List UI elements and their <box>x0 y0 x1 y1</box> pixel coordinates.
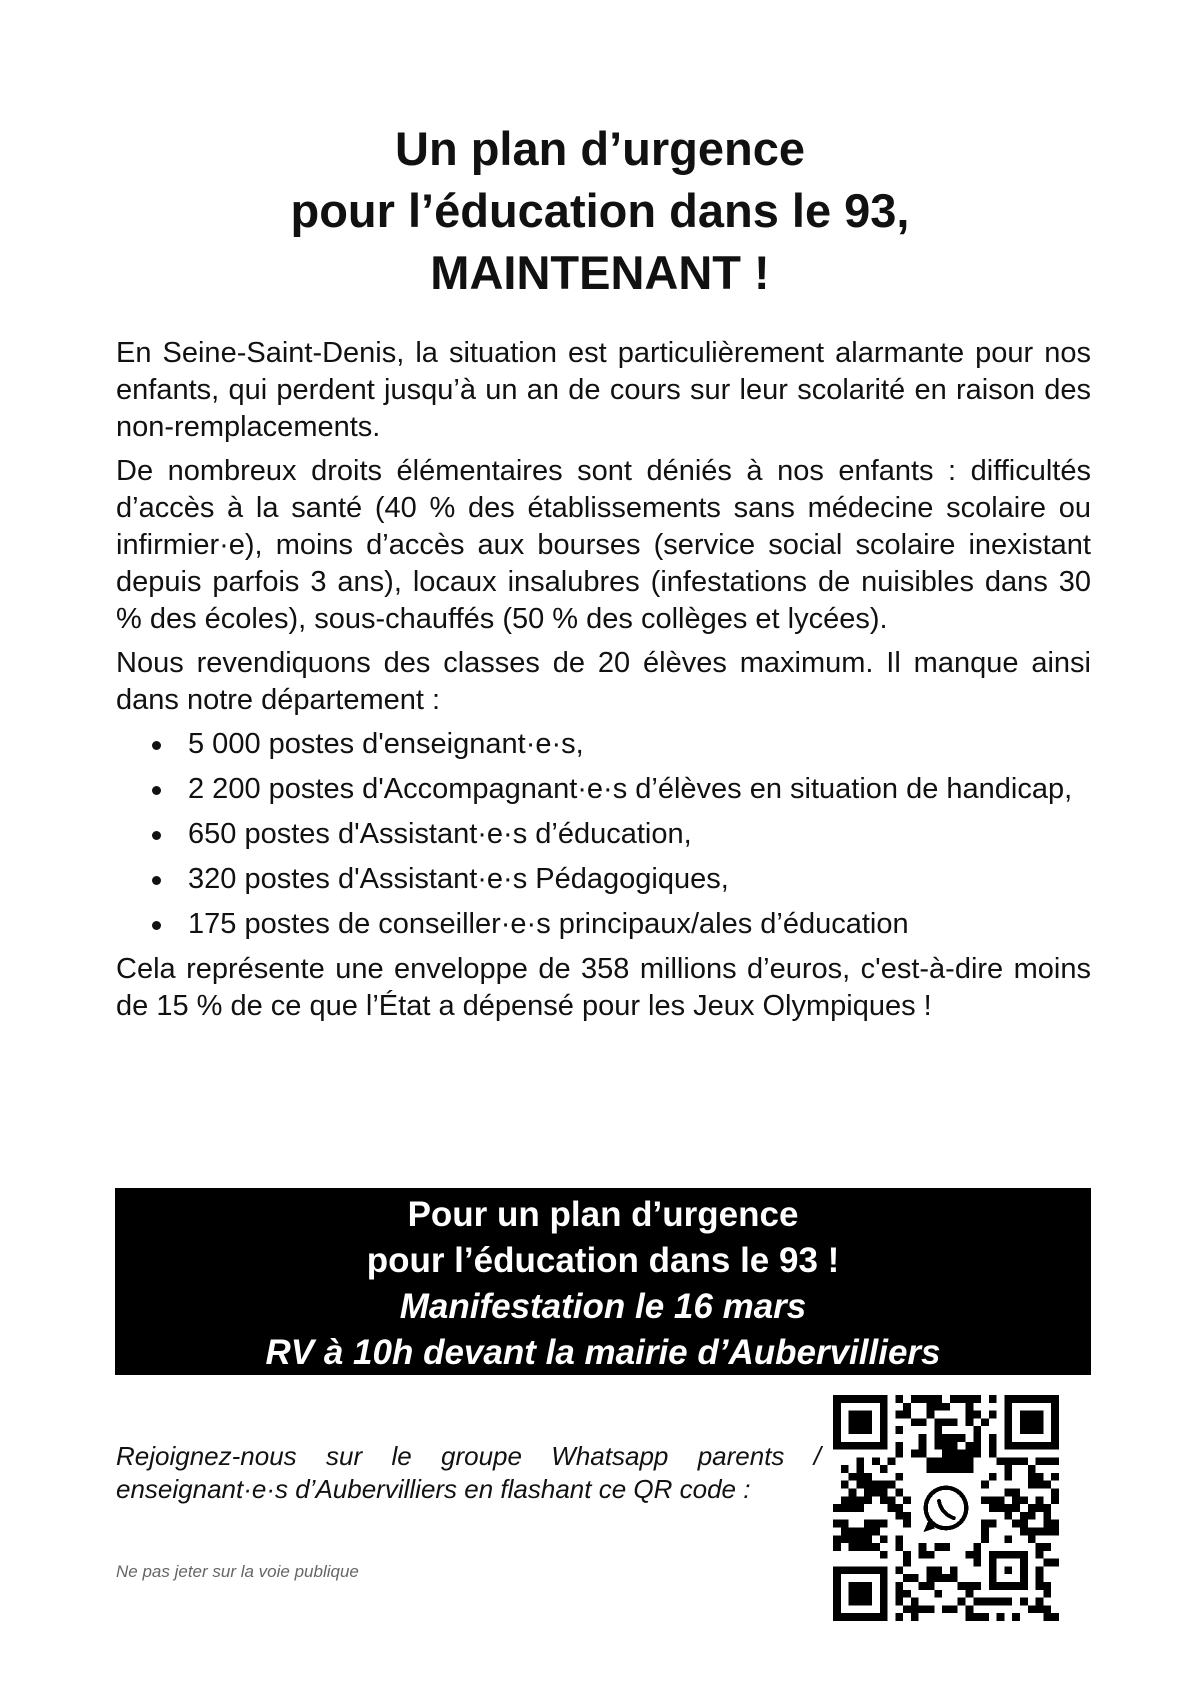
banner-line-2: pour l’éducation dans le 93 ! <box>366 1241 840 1280</box>
list-item-text: 5 000 postes d'enseignant·e·s, <box>188 728 584 760</box>
bullet-icon <box>152 831 161 840</box>
list-item <box>116 816 1091 853</box>
list-item-text: 175 postes de conseiller·e·s principaux/ales d’éducation <box>188 908 909 940</box>
page-title <box>0 118 1200 304</box>
footer-notice: Ne pas jeter sur la voie publique <box>116 1562 359 1581</box>
bullet-icon <box>152 741 161 750</box>
paragraph-demands: Nous revendiquons des classes de 20 élèves maximum. Il manque ainsi dans notre département : <box>116 647 1091 716</box>
banner-meeting-point: RV à 10h devant la mairie d’Aubervilliers <box>265 1333 941 1372</box>
list-item-text: 2 200 postes d'Accompagnant·e·s d’élèves en situation de handicap, <box>188 773 1073 805</box>
bullet-icon <box>152 921 161 930</box>
qr-code[interactable] <box>833 1395 1059 1621</box>
list-item <box>116 906 1091 943</box>
list-item <box>116 726 1091 763</box>
missing-posts-list <box>116 726 1091 943</box>
banner-event: Manifestation le 16 mars <box>399 1287 807 1326</box>
paragraph-rights: De nombreux droits élémentaires sont déniés à nos enfants : difficultés d’accès à la santé (40 % des établissements sans médecine scolaire ou infirmier·e), moins d’accès aux bourses (service social scolaire inexistant depuis parfois 3 ans), locaux insalubres (infestations de nuisibles dans 30 % des écoles), sous-chauffés (50 % des collèges et lycées). <box>116 455 1091 635</box>
list-item <box>116 771 1091 808</box>
list-item <box>116 861 1091 898</box>
whatsapp-invitation: Rejoignez-nous sur le groupe Whatsapp parents / enseignant·e·s d’Aubervilliers en flashant ce QR code : <box>116 1441 821 1504</box>
banner-line-1: Pour un plan d’urgence <box>407 1195 799 1234</box>
list-item-text: 650 postes d'Assistant·e·s d’éducation, <box>188 818 692 850</box>
call-to-action-banner <box>115 1188 1091 1375</box>
title-line-1: Un plan d’urgence <box>395 122 805 175</box>
paragraph-budget: Cela représente une enveloppe de 358 millions d’euros, c'est-à-dire moins de 15 % de ce que l’État a dépensé pour les Jeux Olympiques ! <box>116 953 1091 1022</box>
list-item-text: 320 postes d'Assistant·e·s Pédagogiques, <box>188 863 729 895</box>
title-line-3: MAINTENANT ! <box>430 246 770 299</box>
whatsapp-icon <box>918 1480 974 1536</box>
bullet-icon <box>152 786 161 795</box>
bullet-icon <box>152 876 161 885</box>
title-line-2: pour l’éducation dans le 93, <box>290 184 910 237</box>
paragraph-situation: En Seine-Saint-Denis, la situation est particulièrement alarmante pour nos enfants, qui perdent jusqu’à un an de cours sur leur scolarité en raison des non-remplacements. <box>116 337 1091 443</box>
body-text <box>116 335 1091 1032</box>
